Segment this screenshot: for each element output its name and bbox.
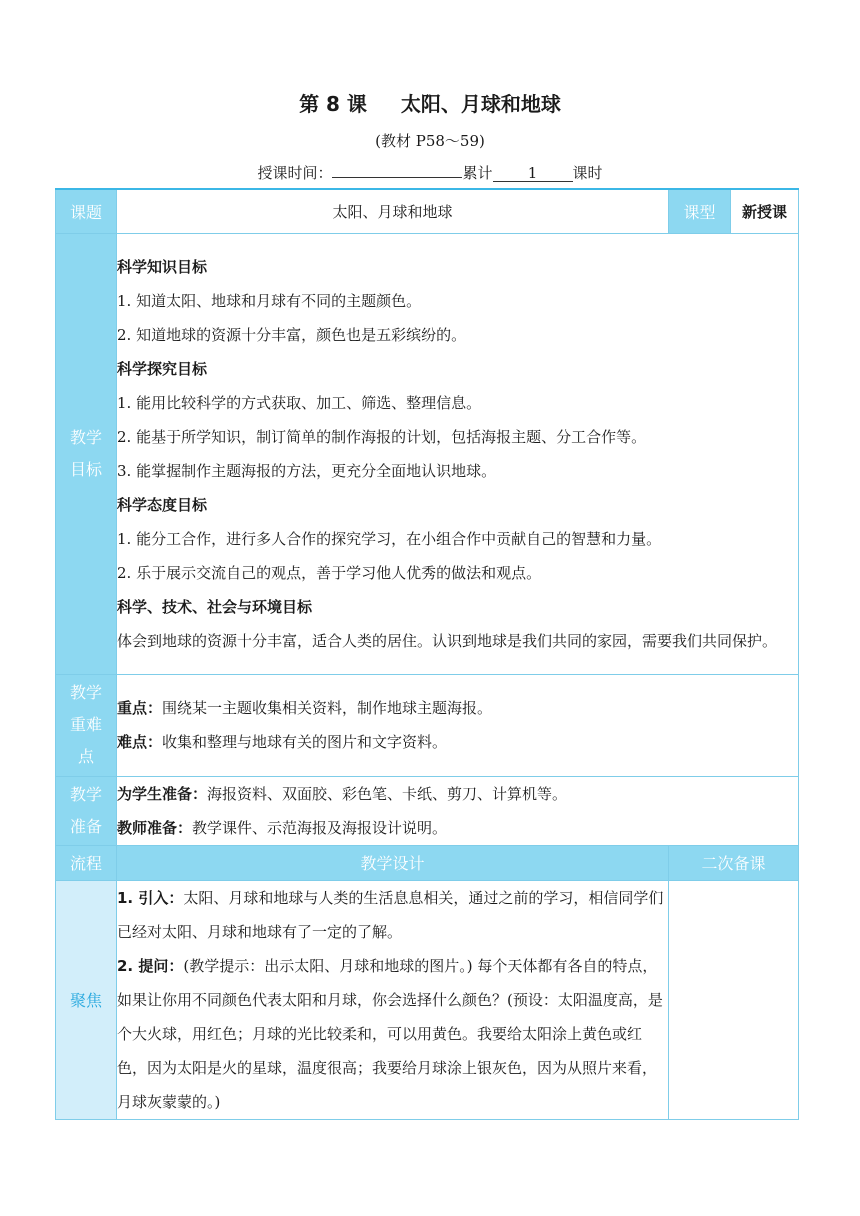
period-unit: 课时	[572, 164, 603, 182]
lesson-number: 第 8 课	[299, 92, 367, 116]
goal-item: 2. 乐于展示交流自己的观点，善于学习他人优秀的做法和观点。	[117, 563, 542, 582]
teacher-prep-text: 教学课件、示范海报及海报设计说明。	[192, 818, 448, 837]
topic-row	[56, 189, 799, 233]
goal-item: 3. 能掌握制作主题海报的方法，更充分全面地认识地球。	[117, 461, 497, 480]
teacher-prep-lead: 教师准备：	[117, 818, 193, 837]
focus-label: 聚焦	[56, 880, 117, 1119]
textbook-pages: (教材 P58～59)	[375, 132, 485, 150]
keypoints-label-line: 点	[77, 747, 94, 766]
period-count: 1	[493, 165, 573, 182]
prep-label-line: 教学	[69, 784, 102, 804]
student-prep-lead: 为学生准备：	[117, 784, 208, 803]
keypoints-label-line: 重难	[69, 715, 102, 734]
student-prep	[117, 777, 798, 811]
focus-item-text: 太阳、月球和地球与人类的生活息息相关，通过之前的学习，相信同学们已经对太阳、月球和地球有了一定的了解。	[117, 888, 664, 941]
goal-item: 1. 能分工合作，进行多人合作的探究学习，在小组合作中贡献自己的智慧和力量。	[117, 529, 662, 548]
topic-value: 太阳、月球和地球	[117, 189, 669, 233]
prep-row	[56, 776, 799, 845]
section-heading: 科学、技术、社会与环境目标	[117, 597, 313, 616]
teaching-time-line	[0, 162, 860, 183]
focus-item-lead: 2. 提问：	[117, 956, 184, 975]
key-point-lead: 重点：	[117, 699, 163, 717]
topic-label: 课题	[56, 189, 117, 233]
goal-item: 体会到地球的资源十分丰富，适合人类的居住。认识到地球是我们共同的家园，需要我们共同保护。	[117, 631, 778, 650]
prep-label-line: 准备	[69, 816, 102, 836]
teaching-time-label: 授课时间：	[257, 164, 333, 182]
keypoints-content	[117, 674, 799, 776]
prep-content	[117, 776, 799, 845]
focus-row	[56, 880, 799, 1119]
keypoints-row	[56, 674, 799, 776]
lesson-type-value: 新授课	[731, 189, 799, 233]
design-header: 教学设计	[117, 845, 669, 880]
flow-header: 流程	[56, 845, 117, 880]
keypoints-label	[56, 674, 117, 776]
section-heading: 科学探究目标	[117, 359, 208, 378]
notes-cell	[669, 880, 799, 1119]
prep-label	[56, 776, 117, 845]
lesson-plan-table	[55, 188, 799, 1120]
focus-item	[117, 881, 668, 949]
lesson-name: 太阳、月球和地球	[400, 92, 561, 116]
student-prep-text: 海报资料、双面胶、彩色笔、卡纸、剪刀、计算机等。	[207, 784, 568, 803]
goal-item: 2. 能基于所学知识，制订简单的制作海报的计划，包括海报主题、分工合作等。	[117, 427, 647, 446]
focus-content	[117, 880, 669, 1119]
difficult-point-text: 收集和整理与地球有关的图片和文字资料。	[162, 733, 448, 751]
goals-row	[56, 233, 799, 674]
lesson-type-label: 课型	[669, 189, 731, 233]
section-heading: 科学知识目标	[117, 257, 208, 276]
total-label: 累计	[462, 164, 493, 182]
teaching-time-blank	[332, 177, 462, 178]
focus-item	[117, 949, 668, 1119]
keypoints-label-line: 教学	[69, 683, 102, 702]
difficult-point-lead: 难点：	[117, 733, 163, 751]
key-point-text: 围绕某一主题收集相关资料，制作地球主题海报。	[162, 699, 493, 717]
lesson-title	[0, 88, 860, 117]
key-point	[117, 691, 798, 725]
section-heading: 科学态度目标	[117, 495, 208, 514]
focus-item-lead: 1. 引入：	[117, 888, 184, 907]
goals-label-line: 教学	[69, 427, 102, 447]
goals-content	[117, 233, 799, 674]
goal-item: 1. 知道太阳、地球和月球有不同的主题颜色。	[117, 291, 422, 310]
goal-item: 2. 知道地球的资源十分丰富，颜色也是五彩缤纷的。	[117, 325, 467, 344]
focus-item-text: (教学提示：出示太阳、月球和地球的图片。) 每个天体都有各自的特点，如果让你用不同颜色代表太阳和月球，你会选择什么颜色？(预设：太阳温度高，是个大火球，用红色；月球的光比较柔和，可以用黄色。我要给太阳涂上黄色或红色，因为太阳是火的星球，温度很高；我要给月球涂上银灰色，因为从照片来看，月球灰蒙蒙的。)	[117, 956, 663, 1111]
goals-label	[56, 233, 117, 674]
goals-label-line: 目标	[69, 459, 102, 479]
goal-item: 1. 能用比较科学的方式获取、加工、筛选、整理信息。	[117, 393, 482, 412]
design-header-row	[56, 845, 799, 880]
teacher-prep	[117, 811, 798, 845]
difficult-point	[117, 725, 798, 759]
notes-header: 二次备课	[669, 845, 799, 880]
